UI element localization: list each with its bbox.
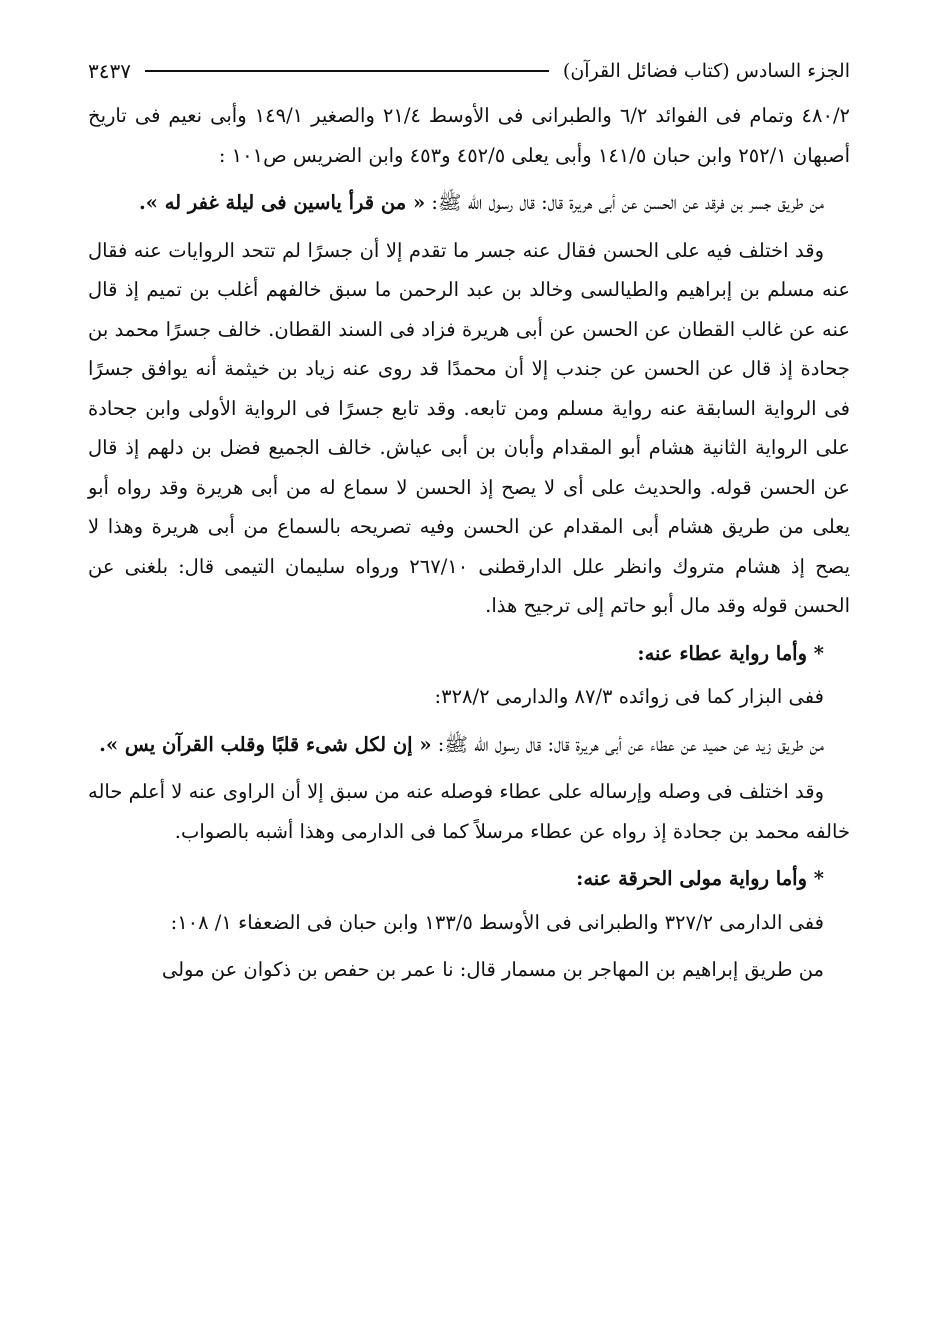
paragraph-references-3: ففى الدارمى ٣٢٧/٢ والطبرانى فى الأوسط ١٣٣/٥ وابن حبان فى الضعفاء ١/ ١٠٨: xyxy=(170,910,824,934)
header-title: الجزء السادس (كتاب فضائل القرآن) xyxy=(562,60,850,82)
paragraph-discussion-2: وقد اختلف فى وصله وإرساله على عطاء فوصله عنه من سبق إلا أن الراوى عنه لا أعلم حاله خالفه محمد بن جحادة إذ رواه عن عطاء مرسلاً كما فى الدارمى وهذا أشبه بالصواب. xyxy=(88,780,850,843)
page-number: ٣٤٣٧ xyxy=(88,59,131,83)
section-heading-ata: * وأما رواية عطاء عنه: xyxy=(637,641,824,665)
page-body xyxy=(88,96,850,998)
paragraph-hadith-1 xyxy=(88,183,850,223)
paragraph-isnad-3: من طريق إبراهيم بن المهاجر بن مسمار قال: نا عمر بن حفص بن ذكوان عن مولى xyxy=(161,958,824,981)
hadith-text: « إن لكل شىء قلبًا وقلب القرآن يس ». xyxy=(99,732,432,756)
hadith-text: « من قرأ ياسين فى ليلة غفر له ». xyxy=(138,191,426,214)
section-heading-mawla: * وأما رواية مولى الحرقة عنه: xyxy=(576,867,824,890)
isnad-text: من طريق جسر بن فرقد عن الحسن عن أبى هريرة قال: قال رسول الله ﷺ: xyxy=(425,191,824,214)
isnad-text: من طريق زيد عن حميد عن عطاء عن أبى هريرة قال: قال رسول الله ﷺ: xyxy=(431,732,824,756)
paragraph-hadith-2 xyxy=(88,725,850,765)
paragraph-references-1: ٤٨٠/٢ وتمام فى الفوائد ٦/٢ والطبرانى فى الأوسط ٢١/٤ والصغير ١٤٩/١ وأبى نعيم فى تاريخ أصبهان ٢٥٢/١ وابن حبان ١٤١/٥ وأبى يعلى ٤٥٢/٥ و٤٥٣ وابن الضريس ص١٠١ : xyxy=(88,104,850,167)
running-header xyxy=(88,56,850,86)
paragraph-discussion-1: وقد اختلف فيه على الحسن فقال عنه جسر ما تقدم إلا أن جسرًا لم تتحد الروايات عنه فقال عنه مسلم بن إبراهيم والطيالسى وخالد بن عبد الرحمن ما سبق خالفهم أغلب بن تميم إذ قال عنه عن غالب القطان عن الحسن عن أبى هريرة فزاد فى السند القطان. خالف جسرًا محمد بن جحادة إذ قال عن الحسن عن جندب إلا أن محمدًا قد روى عنه زياد بن خيثمة أنه يوافق جسرًا فى الرواية السابقة عنه رواية مسلم ومن تابعه. وقد تابع جسرًا فى الرواية الأولى وابن جحادة على الرواية الثانية هشام أبو المقدام وأبان بن أبى عياش. خالف الجميع فضل بن دلهم إذ قال عن الحسن قوله. والحديث على أى لا يصح إذ الحسن لا سماع له من أبى هريرة وقد رواه أبو يعلى من طريق هشام أبى المقدام عن الحسن وفيه تصريحه بالسماع من أبى هريرة وهذا لا يصح إذ هشام متروك وانظر علل الدارقطنى ٢٦٧/١٠ ورواه سليمان التيمى قال: بلغنى عن الحسن قوله وقد مال أبو حاتم إلى ترجيح هذا. xyxy=(88,238,850,617)
header-rule xyxy=(145,70,549,72)
paragraph-references-2: ففى البزار كما فى زوائده ٨٧/٣ والدارمى ٣٢٨/٢: xyxy=(434,685,824,708)
